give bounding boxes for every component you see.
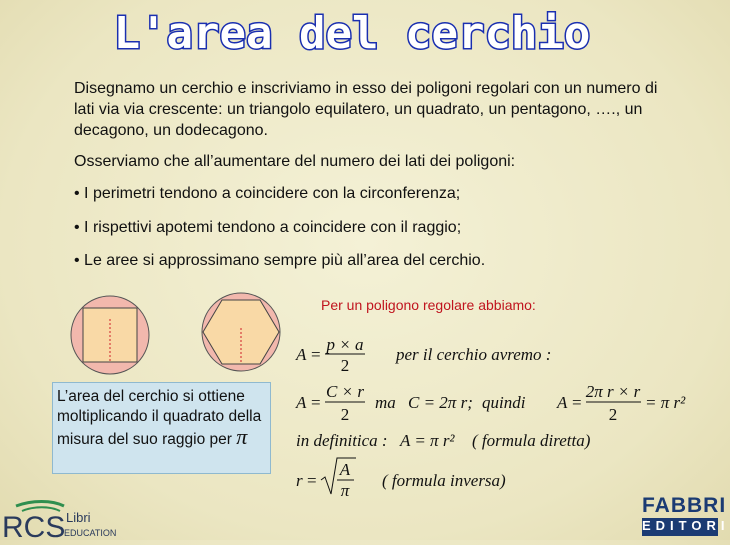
rcs-logo-text: RCS xyxy=(2,511,66,544)
education-logo-text: EDUCATION xyxy=(64,528,117,538)
formula-eq-3: = xyxy=(572,393,582,412)
formula-quindi: quindi xyxy=(482,393,526,412)
editori-logo-text: EDITORI xyxy=(642,518,718,536)
formula-p-times-a: p × a xyxy=(326,335,364,354)
polygon-heading: Per un poligono regolare abbiamo: xyxy=(321,297,536,313)
formula-eq-4: = xyxy=(307,471,317,490)
formula-A-eq-pi-r2: A = π r² xyxy=(400,431,455,450)
libri-logo-text: Libri xyxy=(66,510,91,525)
formula-sqrt-pi: π xyxy=(340,481,350,500)
formula-A-2: A xyxy=(296,393,307,412)
formula-ma: ma xyxy=(375,393,396,412)
formula-A-3: A xyxy=(557,393,568,412)
formula-r: r xyxy=(296,471,303,490)
bullet-perimeters: • I perimetri tendono a coincidere con la circonferenza; xyxy=(74,185,461,202)
lead-paragraph: Osserviamo che all’aumentare del numero dei lati dei poligoni: xyxy=(74,153,516,170)
circle-square-figure xyxy=(62,288,162,388)
circle-hexagon-figure xyxy=(196,288,296,388)
formula-A-1: A xyxy=(296,345,307,364)
formula-eq-2: = xyxy=(311,393,321,412)
formula-two-2: 2 xyxy=(340,405,350,424)
formula-in-definitica: in definitica : xyxy=(296,431,388,450)
page-title-text: L'area del cerchio xyxy=(113,8,591,59)
formula-C-eq: C = 2π r; xyxy=(408,393,473,412)
rcs-libri-logo xyxy=(2,500,152,544)
formula-C-times-r: C × r xyxy=(326,382,364,401)
note-text: L’area del cerchio si ottiene moltiplicando il quadrato della misura del suo raggio per xyxy=(57,388,262,448)
page-title xyxy=(0,2,720,62)
formulas-block xyxy=(294,330,704,500)
note-box xyxy=(52,382,271,474)
intro-paragraph: Disegnamo un cerchio e inscriviamo in esso dei poligoni regolari con un numero di lati via via crescente: un triangolo equilatero, un quadrato, un pentagono, …., un decagono, un dodecagono. xyxy=(74,80,658,139)
formula-eq-1: = xyxy=(311,345,321,364)
bullet-apothems: • I rispettivi apotemi tendono a coincidere con il raggio; xyxy=(74,219,462,236)
fabbri-logo-text: FABBRI xyxy=(642,494,727,517)
fabbri-editori-logo xyxy=(642,494,730,540)
formula-sqrt-A: A xyxy=(339,460,351,479)
formula-two-1: 2 xyxy=(340,356,350,375)
pi-symbol: π xyxy=(236,424,248,449)
formula-pi-r2: = π r² xyxy=(645,393,686,412)
formula-per-il-cerchio: per il cerchio avremo : xyxy=(396,345,552,364)
bullet-areas: • Le aree si approssimano sempre più all’area del cerchio. xyxy=(74,252,486,269)
formula-two-3: 2 xyxy=(608,405,618,424)
formula-diretta: ( formula diretta) xyxy=(472,431,591,450)
formula-inversa: ( formula inversa) xyxy=(382,471,506,490)
formula-2pi-r-r: 2π r × r xyxy=(585,382,641,401)
